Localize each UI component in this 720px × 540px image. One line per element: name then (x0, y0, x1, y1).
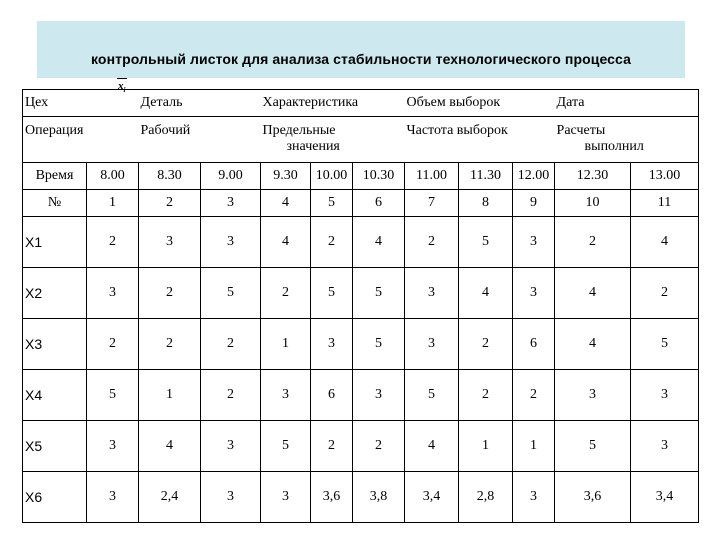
data-cell: 2 (459, 319, 513, 370)
title-banner (37, 21, 685, 78)
data-cell: 4 (353, 217, 405, 268)
row-label: X2 (23, 268, 87, 319)
data-cell: 5 (87, 370, 139, 421)
x-bar-subscript: i (123, 86, 126, 95)
data-cell: 2 (555, 217, 631, 268)
row-label: X5 (23, 421, 87, 472)
table-body (23, 90, 699, 523)
time-cell: 13.00 (631, 163, 699, 190)
data-cell: 5 (201, 268, 261, 319)
data-cell: 5 (555, 421, 631, 472)
data-cell: 2 (139, 268, 201, 319)
data-cell: 4 (631, 217, 699, 268)
data-cell: 3 (261, 472, 311, 523)
data-cell: 3 (513, 268, 555, 319)
data-cell: 1 (459, 421, 513, 472)
sample-size-cell: Объем выборок (405, 90, 555, 117)
data-cell: 3 (87, 472, 139, 523)
data-cell: 3 (513, 217, 555, 268)
data-cell: 1 (261, 319, 311, 370)
data-cell: 3,4 (405, 472, 459, 523)
data-row-x5 (23, 421, 699, 472)
calc-cell (555, 117, 699, 163)
data-cell: 4 (139, 421, 201, 472)
data-cell: 2 (201, 370, 261, 421)
row-label: X1 (23, 217, 87, 268)
part-cell: Деталь (139, 90, 261, 117)
time-cell: 11.30 (459, 163, 513, 190)
limits-cell (261, 117, 405, 163)
limits-line-2: значения (286, 139, 340, 154)
data-row-x3 (23, 319, 699, 370)
data-cell: 3 (201, 217, 261, 268)
data-cell: 3,6 (311, 472, 353, 523)
limits-line-1: Предельные (262, 123, 336, 138)
time-cell: 10.30 (353, 163, 405, 190)
data-row-x1 (23, 217, 699, 268)
worker-cell: Рабочий (139, 117, 261, 163)
workshop-cell: Цех (23, 90, 139, 117)
frequency-cell: Частота выборок (405, 117, 555, 163)
number-cell: 10 (555, 190, 631, 217)
calc-line-1: Расчеты (556, 123, 606, 138)
row-label: X6 (23, 472, 87, 523)
characteristic-cell: Характеристика (261, 90, 405, 117)
control-sheet-table (22, 89, 699, 523)
data-cell: 6 (513, 319, 555, 370)
data-cell: 6 (311, 370, 353, 421)
number-cell: 2 (139, 190, 201, 217)
time-row-label: Время (23, 163, 87, 190)
time-cell: 8.30 (139, 163, 201, 190)
data-cell: 3 (139, 217, 201, 268)
data-row-x2 (23, 268, 699, 319)
data-cell: 2 (261, 268, 311, 319)
number-row (23, 190, 699, 217)
data-cell: 3 (311, 319, 353, 370)
number-cell: 3 (201, 190, 261, 217)
data-cell: 2 (201, 319, 261, 370)
data-cell: 3 (631, 370, 699, 421)
time-cell: 11.00 (405, 163, 459, 190)
data-cell: 3 (201, 472, 261, 523)
number-cell: 8 (459, 190, 513, 217)
data-cell: 5 (353, 268, 405, 319)
page-title: контрольный листок для анализа стабильности технологического процесса (91, 51, 631, 67)
time-row (23, 163, 699, 190)
row-label: X3 (23, 319, 87, 370)
data-cell: 2 (311, 217, 353, 268)
overline-mark (117, 78, 127, 79)
data-cell: 2 (405, 217, 459, 268)
time-cell: 10.00 (311, 163, 353, 190)
data-cell: 4 (405, 421, 459, 472)
data-cell: 5 (631, 319, 699, 370)
data-cell: 2 (513, 370, 555, 421)
data-cell: 5 (405, 370, 459, 421)
data-cell: 3,6 (555, 472, 631, 523)
data-cell: 3,8 (353, 472, 405, 523)
data-cell: 3 (201, 421, 261, 472)
data-cell: 2 (631, 268, 699, 319)
x-bar-letter: x (118, 80, 124, 92)
data-cell: 2 (353, 421, 405, 472)
data-cell: 2,4 (139, 472, 201, 523)
number-row-label: № (23, 190, 87, 217)
data-row-x6 (23, 472, 699, 523)
data-cell: 4 (555, 268, 631, 319)
header-row-2 (23, 117, 699, 163)
data-cell: 3 (555, 370, 631, 421)
data-cell: 5 (311, 268, 353, 319)
number-cell: 1 (87, 190, 139, 217)
data-cell: 3 (405, 319, 459, 370)
data-cell: 2 (139, 319, 201, 370)
data-cell: 5 (353, 319, 405, 370)
time-cell: 9.30 (261, 163, 311, 190)
data-cell: 2 (459, 370, 513, 421)
number-cell: 11 (631, 190, 699, 217)
calc-line-2: выполнил (584, 139, 644, 154)
time-cell: 12.00 (513, 163, 555, 190)
data-cell: 3 (87, 268, 139, 319)
data-cell: 3 (261, 370, 311, 421)
time-cell: 9.00 (201, 163, 261, 190)
header-row-1 (23, 90, 699, 117)
data-cell: 5 (261, 421, 311, 472)
data-cell: 3 (513, 472, 555, 523)
data-cell: 3 (353, 370, 405, 421)
number-cell: 9 (513, 190, 555, 217)
data-cell: 3 (631, 421, 699, 472)
data-cell: 5 (459, 217, 513, 268)
operation-cell: Операция (23, 117, 139, 163)
data-cell: 4 (459, 268, 513, 319)
number-cell: 5 (311, 190, 353, 217)
time-cell: 8.00 (87, 163, 139, 190)
number-cell: 4 (261, 190, 311, 217)
data-cell: 3 (405, 268, 459, 319)
data-cell: 2,8 (459, 472, 513, 523)
data-cell: 1 (139, 370, 201, 421)
data-cell: 3 (87, 421, 139, 472)
date-cell: Дата (555, 90, 699, 117)
data-cell: 2 (311, 421, 353, 472)
data-row-x4 (23, 370, 699, 421)
data-cell: 3,4 (631, 472, 699, 523)
data-cell: 4 (555, 319, 631, 370)
number-cell: 7 (405, 190, 459, 217)
data-cell: 2 (87, 319, 139, 370)
row-label: X4 (23, 370, 87, 421)
time-cell: 12.30 (555, 163, 631, 190)
data-cell: 4 (261, 217, 311, 268)
data-cell: 2 (87, 217, 139, 268)
number-cell: 6 (353, 190, 405, 217)
data-cell: 1 (513, 421, 555, 472)
